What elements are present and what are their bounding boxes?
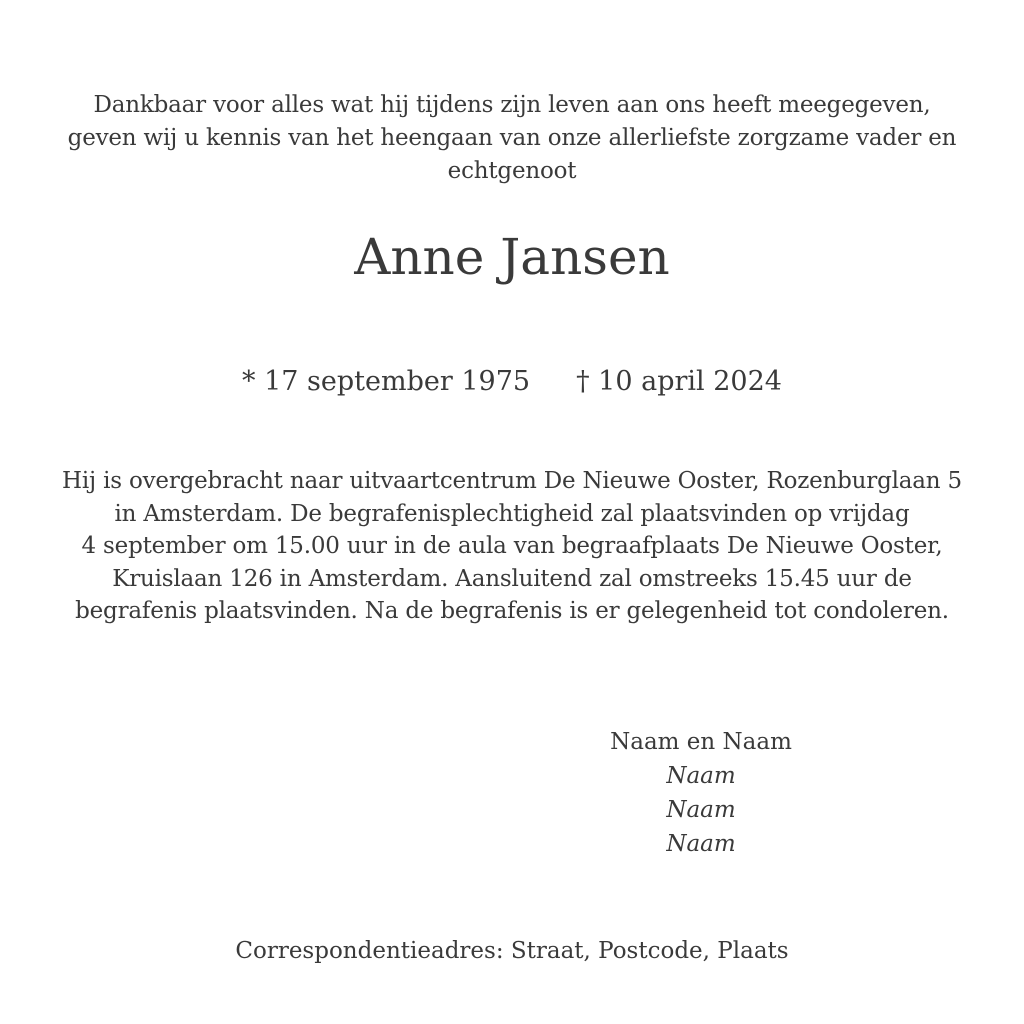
- intro-line: geven wij u kennis van het heengaan van onze allerliefste zorgzame vader en: [67, 125, 957, 151]
- life-dates: [0, 362, 1024, 402]
- signatures: [591, 725, 811, 861]
- signature-sub: Naam: [666, 763, 736, 789]
- details-line: in Amsterdam. De begrafenisplechtigheid zal plaatsvinden op vrijdag: [114, 500, 910, 527]
- deceased-name: Anne Jansen: [354, 228, 670, 286]
- signature-main: Naam en Naam: [610, 729, 792, 755]
- intro-text: [40, 89, 984, 188]
- funeral-details: [40, 465, 984, 628]
- details-line: begrafenis plaatsvinden. Na de begrafenis is er gelegenheid tot condoleren.: [75, 598, 949, 624]
- intro-line: Dankbaar voor alles wat hij tijdens zijn leven aan ons heeft meegegeven,: [93, 92, 931, 118]
- signature-sub: Naam: [666, 797, 736, 823]
- details-line: Hij is overgebracht naar uitvaartcentrum De Nieuwe Ooster, Rozenburglaan 5: [62, 468, 962, 494]
- correspondence-address: Correspondentieadres: Straat, Postcode, Plaats: [235, 938, 789, 964]
- signature-sub: Naam: [666, 831, 736, 857]
- birth-date: * 17 september 1975: [242, 366, 531, 397]
- intro-line: echtgenoot: [447, 158, 577, 184]
- death-date: † 10 april 2024: [576, 366, 782, 397]
- details-line: Kruislaan 126 in Amsterdam. Aansluitend zal omstreeks 15.45 uur de: [112, 565, 912, 592]
- details-line: 4 september om 15.00 uur in de aula van begraafplaats De Nieuwe Ooster,: [81, 533, 943, 559]
